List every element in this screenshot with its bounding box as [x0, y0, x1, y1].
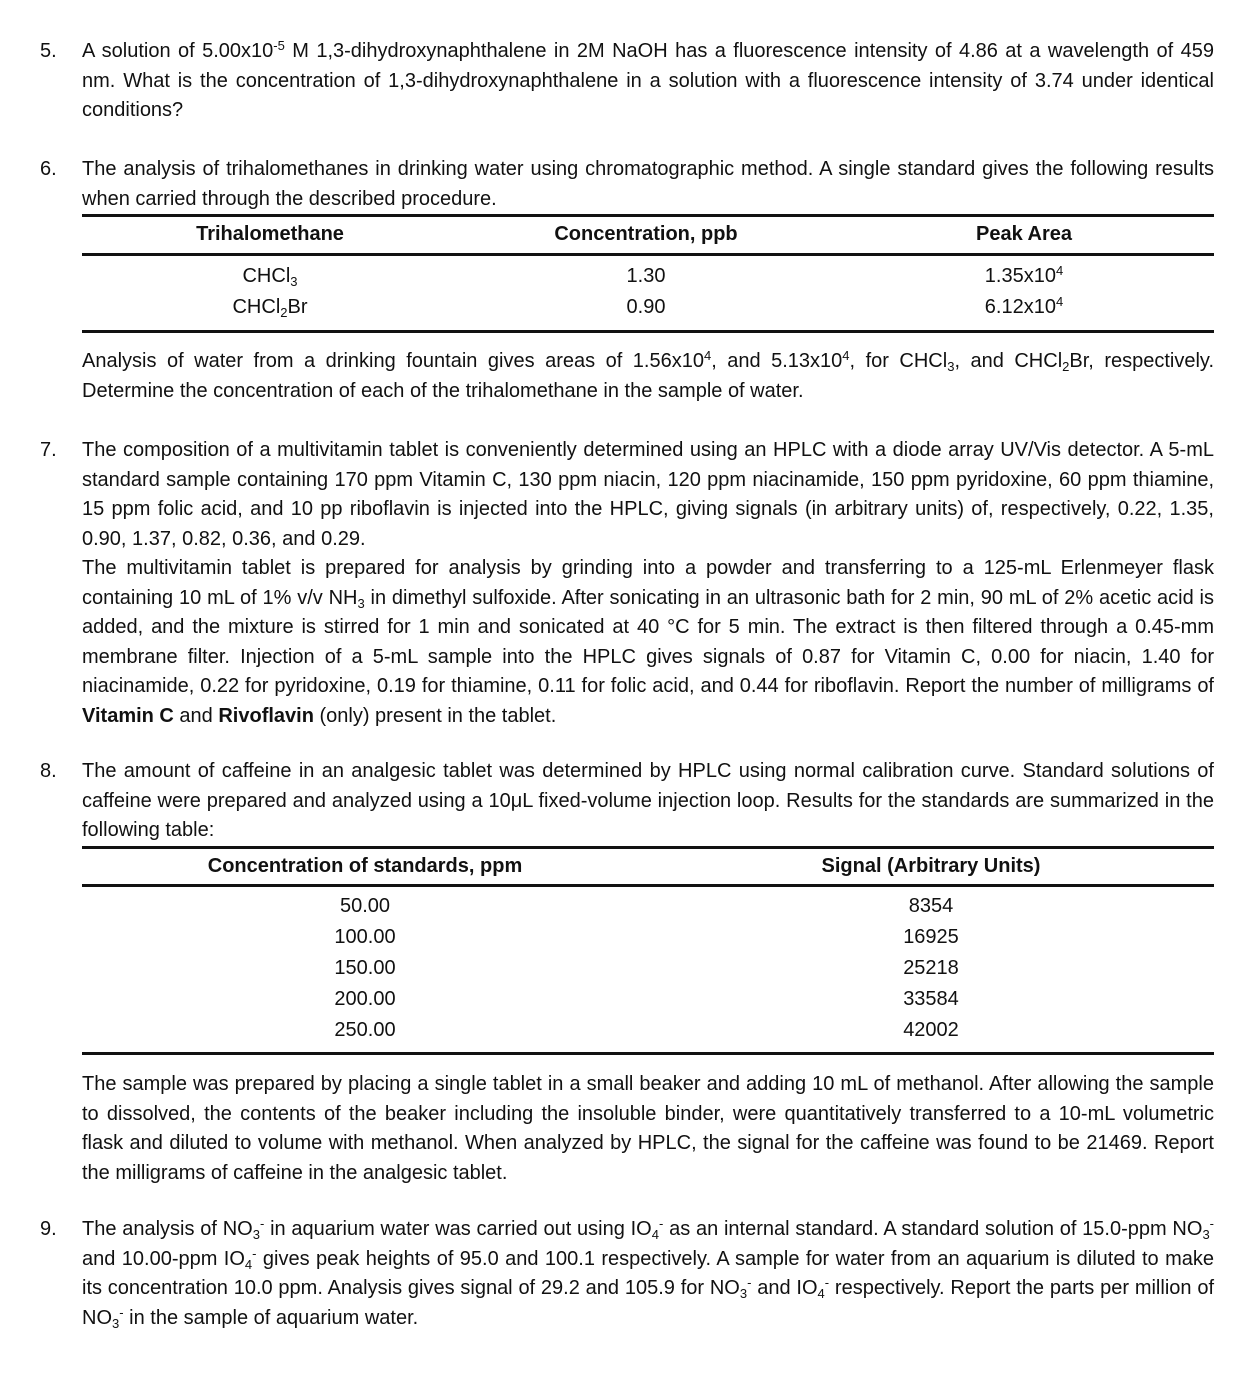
question-number: 5.	[40, 40, 57, 62]
concentration-cell: 0.90	[458, 293, 834, 332]
question-8-followup: The sample was prepared by placing a single tablet in a small beaker and adding 10 mL of methanol. After allowing the sample to dissolved, the contents of the beaker including the insoluble binder, were quantitatively transferred to a 10-mL volumetric flask and diluted to volume with methanol. When analyzed by HPLC, the signal for the caffeine was found to be 21469. Report the milligrams of caffeine in the analgesic tablet.	[82, 1073, 1214, 1184]
column-header: Concentration of standards, ppm	[82, 847, 648, 886]
signal-cell: 42002	[648, 1015, 1214, 1054]
question-number: 7.	[40, 439, 57, 461]
question-7	[40, 436, 1214, 731]
column-header: Signal (Arbitrary Units)	[648, 847, 1214, 886]
signal-cell: 25218	[903, 956, 959, 979]
table-row	[82, 953, 1214, 984]
table-header-row	[82, 216, 1214, 255]
column-header: Concentration, ppb	[458, 216, 834, 255]
signal-cell: 33584	[903, 987, 959, 1010]
formula-cell: CHCl$_2$Br	[82, 293, 458, 332]
question-6-followup: Analysis of water from a drinking fountain gives areas of $1.56x10^4$, and $5.13x10^4$, for CHCl$_3$, and CHCl$_2$Br, respectively. Determine the concentration of each of the trihalomethane in the sample of water.	[82, 348, 1214, 402]
column-header: Trihalomethane	[82, 216, 458, 255]
question-text: The analysis of $NO_3^-$ in aquarium water was carried out using $IO_4^-$ as an internal standard. A standard solution of 15.0-ppm $NO_3^-$ and 10.00-ppm $IO_4^-$ gives peak heights of 95.0 and 100.1 respectively. A sample for water from an aquarium is diluted to make its concentration 10.0 ppm. Analysis gives signal of 29.2 and 105.9 for $NO_3^-$ and $IO_4^-$ respectively. Report the parts per million of $NO_3^-$ in the sample of aquarium water.	[82, 1216, 1215, 1331]
table-row	[82, 922, 1214, 953]
paragraph: The composition of a multivitamin tablet is conveniently determined using an HPLC with a diode array UV/Vis detector. A 5-mL standard sample containing 170 ppm Vitamin C, 130 ppm niacin, 120 ppm niacinamide, 150 ppm pyridoxine, 60 ppm thiamine, 15 ppm folic acid, and 10 pp riboflavin is injected into the HPLC, giving signals (in arbitrary units) of, respectively, 0.22, 1.35, 0.90, 1.37, 0.82, 0.36, and 0.29.	[82, 439, 1214, 550]
signal-cell: 8354	[908, 894, 954, 917]
concentration-cell: 100.00	[334, 925, 396, 948]
concentration-cell: 1.30	[626, 265, 666, 288]
peak-area-cell: $6.12x10^4$	[834, 293, 1214, 332]
concentration-cell: 150.00	[334, 956, 396, 979]
signal-cell: 16925	[903, 925, 959, 948]
concentration-cell: 250.00	[82, 1015, 648, 1054]
question-8	[40, 757, 1214, 1055]
question-text	[82, 436, 1214, 731]
table-row	[82, 984, 1214, 1015]
question-5	[40, 37, 1214, 126]
question-6	[40, 155, 1214, 333]
table-row	[82, 1015, 1214, 1054]
formula-cell: CHCl$_3$	[242, 265, 298, 290]
question-text: The amount of caffeine in an analgesic tablet was determined by HPLC using normal calibration curve. Standard solutions of caffeine were prepared and analyzed using a 10μL fixed-volume injection loop. Results for the standards are summarized in the following table:	[82, 760, 1214, 841]
table-row	[82, 293, 1214, 332]
table-header-row	[82, 847, 1214, 886]
question-text: The analysis of trihalomethanes in drinking water using chromatographic method. A single standard gives the following results when carried through the described procedure.	[82, 158, 1214, 210]
concentration-cell: 200.00	[334, 987, 396, 1010]
question-9	[40, 1215, 1214, 1333]
question-number: 9.	[40, 1218, 57, 1240]
paragraph: The multivitamin tablet is prepared for analysis by grinding into a powder and transferring to a 125-mL Erlenmeyer flask containing 10 mL of 1% v/v $NH_3$ in dimethyl sulfoxide. After sonicating in an ultrasonic bath for 2 min, 90 mL of 2% acetic acid is added, and the mixture is stirred for 1 min and sonicated at 40 °C for 5 min. The extract is then filtered through a 0.45-mm membrane filter. Injection of a 5-mL sample into the HPLC gives signals of 0.87 for Vitamin C, 0.00 for niacin, 1.40 for niacinamide, 0.22 for pyridoxine, 0.19 for thiamine, 0.11 for folic acid, and 0.44 for riboflavin. Report the number of milligrams of Vitamin C and Rivoflavin (only) present in the tablet.	[82, 557, 1214, 727]
question-number: 6.	[40, 158, 57, 180]
question-text: A solution of $5.00x10^{-5}$ M 1,3-dihydroxynaphthalene in 2M NaOH has a fluorescence intensity of 4.86 at a wavelength of 459 nm. What is the concentration of 1,3-dihydroxynaphthalene in a solution with a fluorescence intensity of 3.74 under identical conditions?	[82, 38, 1214, 121]
table-row	[82, 886, 1214, 923]
peak-area-cell: $1.35x10^4$	[984, 263, 1064, 288]
question-number: 8.	[40, 760, 57, 782]
trihalomethane-table	[82, 214, 1214, 333]
concentration-cell: 50.00	[339, 894, 391, 917]
table-row	[82, 254, 1214, 293]
column-header: Peak Area	[834, 216, 1214, 255]
caffeine-standards-table	[82, 846, 1214, 1056]
